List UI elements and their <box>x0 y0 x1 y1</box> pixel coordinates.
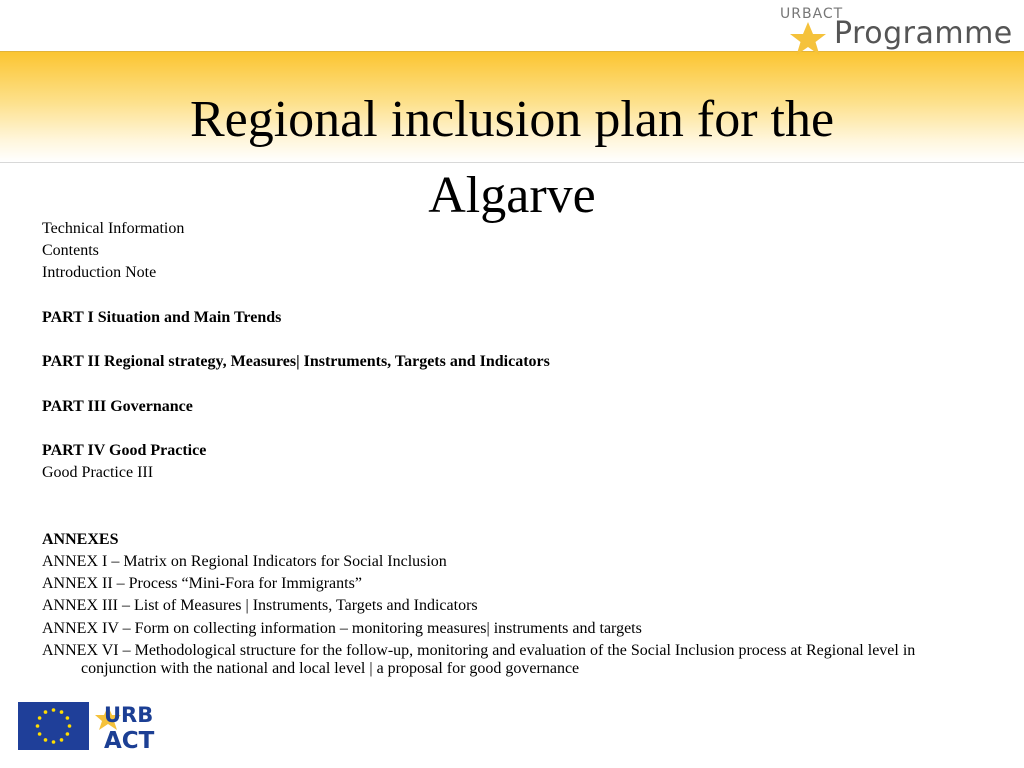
urbact-logo <box>94 700 156 752</box>
table-of-contents <box>42 218 992 678</box>
logo-big-text: Programme <box>834 16 1013 51</box>
toc-item: Technical Information <box>42 220 185 237</box>
annex-item: ANNEX IV – Form on collecting information – monitoring measures| instruments and targets <box>42 619 642 637</box>
toc-item: Good Practice III <box>42 464 154 482</box>
eu-flag-icon <box>18 702 89 750</box>
toc-part-heading: PART III Governance <box>42 397 193 415</box>
slide-title: Regional inclusion plan for the Algarve <box>189 91 835 224</box>
annex-item: ANNEX I – Matrix on Regional Indicators for Social Inclusion <box>42 552 447 570</box>
toc-part-heading: PART I Situation and Main Trends <box>42 308 282 326</box>
urbact-logo-line-2: ACT <box>104 728 155 752</box>
toc-part-heading: PART IV Good Practice <box>42 441 207 459</box>
toc-item: Contents <box>42 242 99 260</box>
annex-item: ANNEX VI – Methodological structure for the follow-up, monitoring and evaluation of the Social Inclusion process at Regional level in conjunction with the national and local level | a proposal for good governance <box>42 641 916 677</box>
urbact-logo-line-1: URB <box>104 703 154 727</box>
logo-small-text: URBACT <box>780 6 844 22</box>
toc-part-heading: PART II Regional strategy, Measures| Instruments, Targets and Indicators <box>42 353 550 371</box>
urbact-programme-logo <box>780 4 1020 50</box>
star-icon <box>786 22 830 56</box>
annex-item: ANNEX III – List of Measures | Instruments, Targets and Indicators <box>42 597 478 615</box>
toc-item: Introduction Note <box>42 264 157 282</box>
annexes-heading: ANNEXES <box>42 530 119 548</box>
annex-item: ANNEX II – Process “Mini-Fora for Immigrants” <box>42 575 362 593</box>
